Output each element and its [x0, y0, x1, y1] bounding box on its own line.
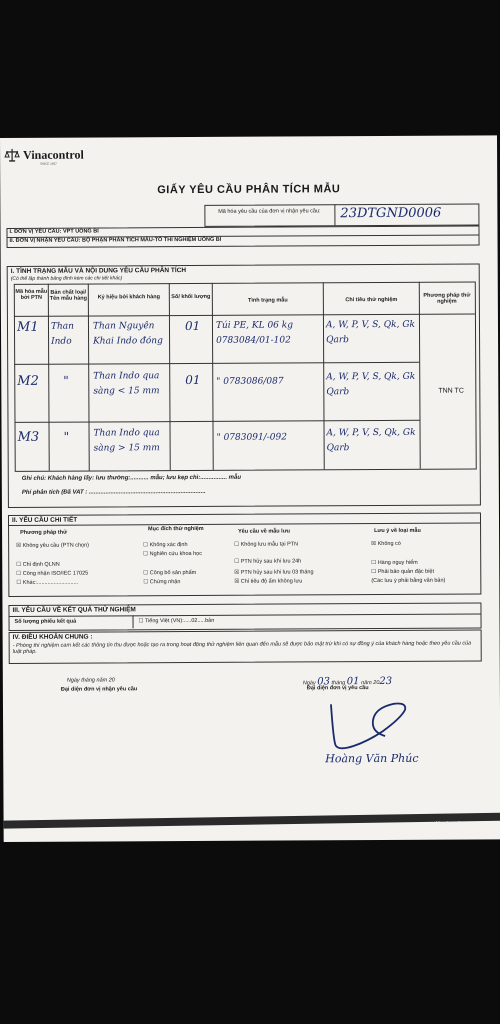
note-heading: Lưu ý về loại mẫu	[374, 527, 421, 535]
storage-option-1[interactable]: ☐ Không lưu mẫu tại PTN	[234, 541, 299, 548]
signer-name: Hoàng Văn Phúc	[325, 751, 419, 766]
sample-note: Ghi chú: Khách hàng lấy: lưu thường:........... mẫu; lưu kẹp chì:................ mẫu	[21, 474, 242, 482]
storage-option-4[interactable]: ☒ Chỉ tiêu độ ẩm không lưu	[234, 578, 303, 585]
storage-heading: Yêu cầu về mẫu lưu	[238, 528, 291, 535]
row3-tests: A, W, P, V, S, Qk, Gk Qarb	[326, 427, 416, 454]
row1-type: Than Indo	[50, 321, 74, 347]
language-option[interactable]: ☐ Tiếng Việt (VN):.....02.....bản	[138, 617, 215, 625]
section2-title: II. YÊU CẦU CHI TIẾT	[11, 516, 78, 524]
col-header-type: Bản chất loại/ Tên mẫu hàng	[49, 289, 87, 303]
row1-qty: 01	[184, 318, 201, 334]
logo-subtitle: SINCE 1957	[40, 161, 57, 166]
fee-line: Phí phân tích (Đã VAT : ......................................................................	[21, 488, 206, 496]
method-option-1[interactable]: ☒ Không yêu cầu (PTN chọn)	[16, 542, 89, 549]
col-header-qty: Số/ khối lượng	[171, 293, 211, 301]
footer-member: Member of	[435, 820, 460, 827]
requester-line: I. ĐƠN VỊ YÊU CẦU: VPT UÔNG BÍ	[9, 228, 99, 235]
purpose-option-2[interactable]: ☐ Nghiên cứu khoa học	[143, 550, 202, 558]
col-header-method: Phương pháp thử nghiệm	[423, 292, 471, 306]
scales-icon	[4, 147, 20, 163]
copies-label: Số lượng phiếu kết quả	[14, 618, 77, 625]
terms-text: - Phòng thí nghiệm cam kết các thông tin thu được hoặc tạo ra trong hoạt động thử nghiệm liên quan đến mẫu sẽ được bảo mật trừ khi có sự đồng ý của khách hàng hoặc theo yêu cầu của luật pháp.	[12, 640, 472, 656]
row2-code: M2	[17, 373, 39, 389]
vinacontrol-logo	[4, 147, 84, 163]
col-header-state: Tình trạng mẫu	[247, 297, 288, 304]
row3-symbol: Than Indo qua sàng > 15 mm	[93, 428, 160, 454]
row1-tests: A, W, P, V, S, Qk, Gk Qarb	[325, 319, 416, 346]
footer-bar	[4, 813, 500, 829]
section1-title: I. TÌNH TRẠNG MẪU VÀ NỘI DUNG YÊU CẦU PHÂN TÍCH	[10, 267, 187, 275]
col-header-tests: Chỉ tiêu thử nghiệm	[345, 296, 398, 304]
col-header-code: Mã hóa mẫu bởi PTN	[15, 288, 48, 302]
method-option-2[interactable]: ☐ Chỉ định QLNN	[16, 561, 60, 568]
section3-title: III. YÊU CẦU VỀ KẾT QUẢ THỬ NGHIỆM	[12, 606, 136, 614]
note-option-3[interactable]: ☐ Phải bảo quản đặc biệt	[371, 568, 435, 576]
code-value: 23DTGND0006	[340, 205, 442, 222]
note-option-2[interactable]: ☐ Hàng nguy hiểm	[371, 559, 418, 567]
logo-text: Vinacontrol	[23, 147, 84, 162]
right-signer-role: Đại diện đơn vị yêu cầu	[306, 685, 369, 692]
page-title: GIẤY YÊU CẦU PHÂN TÍCH MẪU	[157, 183, 341, 197]
purpose-option-1[interactable]: ☐ Không xác định	[143, 542, 188, 549]
right-date: Ngày 03 tháng 01 năm 2023	[302, 675, 393, 688]
storage-option-2[interactable]: ☐ PTN hủy sau khi lưu 24h	[234, 558, 302, 565]
row3-code: M3	[17, 429, 40, 445]
method-heading: Phương pháp thử	[20, 529, 68, 536]
row3-state: " 0783091/-092	[216, 432, 287, 443]
row1-code: M1	[16, 319, 39, 335]
code-label: Mã hóa yêu cầu của đơn vị nhận yêu cầu:	[218, 208, 321, 215]
purpose-option-4[interactable]: ☐ Chứng nhận	[143, 579, 181, 586]
row1-symbol: Than Nguyên Khai Indo đóng	[92, 321, 163, 347]
storage-option-3[interactable]: ☒ PTN hủy sau khi lưu 03 tháng	[234, 569, 314, 576]
row2-tests: A, W, P, V, S, Qk, Gk Qarb	[326, 371, 416, 398]
method-option-3[interactable]: ☐ Công nhận ISO/IEC 17025	[16, 570, 89, 577]
left-signer-role: Đại diện đơn vị nhận yêu cầu	[60, 686, 138, 693]
row1-state: Túi PE, KL 06 kg 0783084/01-102	[215, 320, 293, 346]
row2-symbol: Than Indo qua sàng < 15 mm	[93, 371, 160, 397]
row2-state: " 0783086/087	[216, 376, 284, 387]
row2-qty: 01	[185, 372, 201, 388]
method-value: TNN TC	[438, 387, 464, 395]
purpose-heading: Mục đích thử nghiệm	[148, 525, 204, 533]
row3-type: "	[63, 429, 70, 444]
left-date: Ngày tháng năm 20	[66, 677, 115, 684]
purpose-option-3[interactable]: ☐ Công bố sản phẩm	[143, 569, 197, 577]
col-header-symbol: Ký hiệu bởi khách hàng	[97, 294, 160, 301]
note-option-4: (Các lưu ý phải bằng văn bản)	[371, 577, 446, 585]
method-option-4[interactable]: ☐ Khác:...........................	[16, 579, 79, 586]
section4-title: IV. ĐIỀU KHOẢN CHUNG :	[12, 633, 93, 641]
note-option-1[interactable]: ☒ Không có	[371, 540, 401, 548]
document-page	[0, 135, 500, 842]
section1-note: (Có thể lập thành bảng đính kèm các chi tiết khác)	[10, 275, 123, 282]
row2-type: "	[63, 373, 69, 388]
receiver-line: II. ĐƠN VỊ NHẬN YÊU CẦU: BỘ PHẬN PHÂN TÍCH MẪU-TỔ THÍ NGHIỆM UÔNG BÍ	[9, 236, 222, 244]
